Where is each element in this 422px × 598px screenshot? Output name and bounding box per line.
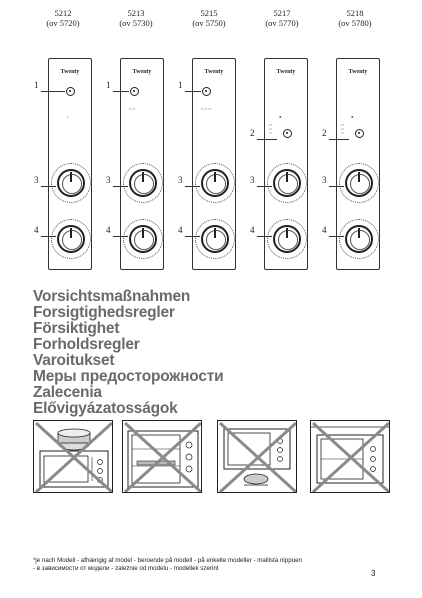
callout-3: 3 bbox=[322, 175, 327, 185]
leader-line bbox=[257, 186, 272, 187]
heading-danish: Forsigtighedsregler bbox=[33, 304, 175, 321]
oven-with-tray-illustration bbox=[123, 421, 202, 493]
brand-logo: Twenty bbox=[60, 69, 80, 75]
leader-line bbox=[41, 186, 56, 187]
callout-1: 1 bbox=[106, 80, 111, 90]
leader-line bbox=[113, 186, 128, 187]
timer-knob bbox=[66, 87, 75, 96]
leader-line bbox=[113, 236, 128, 237]
leader-line bbox=[329, 139, 349, 140]
function-dial bbox=[57, 225, 85, 253]
leader-line bbox=[41, 236, 56, 237]
temperature-dial bbox=[201, 169, 229, 197]
callout-3: 3 bbox=[178, 175, 183, 185]
temperature-dial bbox=[273, 169, 301, 197]
model-number: 5212 bbox=[54, 8, 72, 18]
model-variant: (ov 5720) bbox=[46, 18, 80, 28]
callout-3: 3 bbox=[34, 175, 39, 185]
leader-line bbox=[257, 236, 272, 237]
callout-4: 4 bbox=[34, 225, 39, 235]
temperature-dial bbox=[345, 169, 373, 197]
model-header-5215 bbox=[179, 8, 239, 28]
heading-polish: Zalecenia bbox=[33, 384, 102, 401]
timer-knob bbox=[130, 87, 139, 96]
light-icon: ◐ bbox=[67, 115, 69, 119]
leader-line bbox=[257, 139, 277, 140]
leader-line bbox=[185, 236, 200, 237]
model-number: 5218 bbox=[346, 8, 364, 18]
leader-line bbox=[185, 91, 201, 92]
leader-line bbox=[185, 186, 200, 187]
heading-russian: Меры предосторожности bbox=[33, 368, 224, 385]
model-variant: (ov 5770) bbox=[265, 18, 299, 28]
callout-1: 1 bbox=[178, 80, 183, 90]
brand-logo: Twenty bbox=[348, 69, 368, 75]
brand-logo: Twenty bbox=[132, 69, 152, 75]
leader-line bbox=[329, 186, 344, 187]
temperature-dial bbox=[57, 169, 85, 197]
leader-line bbox=[113, 91, 129, 92]
control-panel-5212 bbox=[48, 58, 92, 270]
warning-keep-away-from-wall bbox=[310, 420, 390, 493]
leader-line bbox=[329, 236, 344, 237]
heading-norwegian: Forholdsregler bbox=[33, 336, 140, 353]
function-dial bbox=[345, 225, 373, 253]
control-panel-5218 bbox=[336, 58, 380, 270]
callout-2: 2 bbox=[322, 128, 327, 138]
leader-line bbox=[41, 91, 65, 92]
footnote-line-1: *je nach Modell - afhængig af model - beroende på modell - på enkelte modeller - mallista riippuen bbox=[33, 557, 302, 564]
mode-list: ▭ ▭ ▭ bbox=[269, 123, 272, 135]
heading-finnish: Varoitukset bbox=[33, 352, 115, 369]
model-header-5218 bbox=[325, 8, 385, 28]
callout-4: 4 bbox=[322, 225, 327, 235]
callout-4: 4 bbox=[178, 225, 183, 235]
function-dial bbox=[129, 225, 157, 253]
model-header-5212 bbox=[33, 8, 93, 28]
callout-4: 4 bbox=[250, 225, 255, 235]
fan-icon: ✱ bbox=[351, 115, 354, 119]
warning-no-tray-on-element bbox=[122, 420, 202, 493]
model-variant: (ov 5750) bbox=[192, 18, 226, 28]
callout-4: 4 bbox=[106, 225, 111, 235]
warning-no-objects-on-top bbox=[33, 420, 113, 493]
model-variant: (ov 5780) bbox=[338, 18, 372, 28]
model-number: 5215 bbox=[200, 8, 218, 18]
model-header-5217 bbox=[252, 8, 312, 28]
callout-3: 3 bbox=[106, 175, 111, 185]
warning-no-heat-source-below bbox=[217, 420, 297, 493]
selector-knob bbox=[283, 129, 292, 138]
heading-swedish: Försiktighet bbox=[33, 320, 120, 337]
mode-icon: ▭ ▭ bbox=[129, 107, 136, 111]
model-variant: (ov 5730) bbox=[119, 18, 153, 28]
heading-german: Vorsichtsmaßnahmen bbox=[33, 288, 191, 305]
model-number: 5217 bbox=[273, 8, 291, 18]
control-panel-5215 bbox=[192, 58, 236, 270]
mode-icon: ▭ ▭ ▭ bbox=[201, 107, 212, 111]
model-header-5213 bbox=[106, 8, 166, 28]
mode-list: ▭ ▭ ▭ bbox=[341, 123, 344, 135]
function-dial bbox=[201, 225, 229, 253]
control-panel-5213 bbox=[120, 58, 164, 270]
selector-knob bbox=[355, 129, 364, 138]
oven-on-stove-illustration bbox=[218, 421, 297, 493]
function-dial bbox=[273, 225, 301, 253]
oven-near-wall-illustration bbox=[311, 421, 390, 493]
footnote-line-2: - в зависимости от модели - zależnie od modelu - modellek szerint bbox=[33, 565, 219, 572]
model-number: 5213 bbox=[127, 8, 145, 18]
callout-1: 1 bbox=[34, 80, 39, 90]
brand-logo: Twenty bbox=[276, 69, 296, 75]
brand-logo: Twenty bbox=[204, 69, 224, 75]
oven-with-pot-illustration bbox=[34, 421, 113, 493]
timer-knob bbox=[202, 87, 211, 96]
callout-2: 2 bbox=[250, 128, 255, 138]
heading-hungarian: Elővigyázatosságok bbox=[33, 400, 178, 417]
temperature-dial bbox=[129, 169, 157, 197]
callout-3: 3 bbox=[250, 175, 255, 185]
page-number: 3 bbox=[371, 569, 376, 578]
fan-icon: ✱ bbox=[279, 115, 282, 119]
control-panel-5217 bbox=[264, 58, 308, 270]
